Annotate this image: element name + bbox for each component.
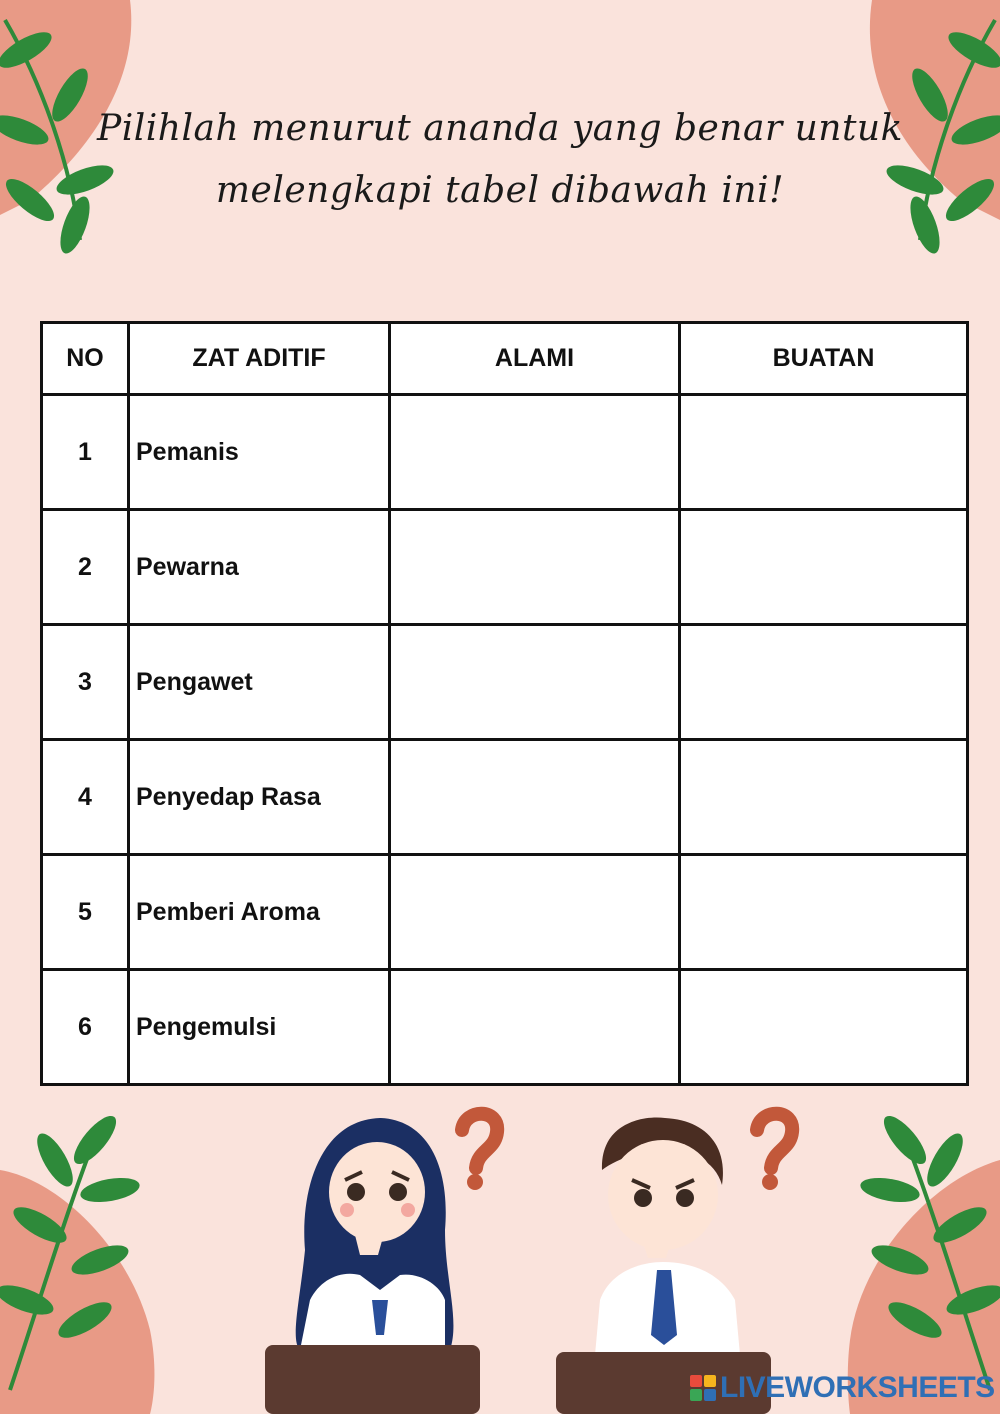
buatan-answer-cell[interactable] xyxy=(680,740,968,855)
brand-name: LIVEWORKSHEETS xyxy=(720,1371,995,1404)
table-row xyxy=(42,740,968,855)
desk-left xyxy=(265,1345,480,1414)
student-girl-icon xyxy=(296,1118,454,1350)
alami-answer-cell[interactable] xyxy=(390,855,680,970)
zat-aditif-cell: Pengawet xyxy=(129,625,390,740)
row-number: 1 xyxy=(42,395,129,510)
instruction-line-2: melengkapi tabel dibawah ini! xyxy=(215,170,785,211)
table-row xyxy=(42,970,968,1085)
buatan-answer-cell[interactable] xyxy=(680,395,968,510)
instruction-line-1: Pilihlah menurut ananda yang benar untuk xyxy=(97,108,903,149)
table-row xyxy=(42,855,968,970)
table-row xyxy=(42,625,968,740)
header-buatan: BUATAN xyxy=(680,323,968,395)
alami-answer-cell[interactable] xyxy=(390,625,680,740)
zat-aditif-cell: Pewarna xyxy=(129,510,390,625)
alami-answer-cell[interactable] xyxy=(390,395,680,510)
instruction-title xyxy=(60,98,940,222)
row-number: 6 xyxy=(42,970,129,1085)
liveworksheets-logo-icon xyxy=(690,1375,716,1401)
row-number: 5 xyxy=(42,855,129,970)
alami-answer-cell[interactable] xyxy=(390,510,680,625)
liveworksheets-branding xyxy=(690,1372,995,1404)
zat-aditif-cell: Pengemulsi xyxy=(129,970,390,1085)
buatan-answer-cell[interactable] xyxy=(680,970,968,1085)
alami-answer-cell[interactable] xyxy=(390,740,680,855)
header-no: NO xyxy=(42,323,129,395)
zat-aditif-cell: Pemanis xyxy=(129,395,390,510)
zat-aditif-table xyxy=(40,321,969,1086)
student-boy-icon xyxy=(595,1118,740,1355)
buatan-answer-cell[interactable] xyxy=(680,855,968,970)
row-number: 3 xyxy=(42,625,129,740)
table-row xyxy=(42,510,968,625)
row-number: 2 xyxy=(42,510,129,625)
zat-aditif-cell: Pemberi Aroma xyxy=(129,855,390,970)
header-alami: ALAMI xyxy=(390,323,680,395)
row-number: 4 xyxy=(42,740,129,855)
zat-aditif-cell: Penyedap Rasa xyxy=(129,740,390,855)
table-header-row xyxy=(42,323,968,395)
buatan-answer-cell[interactable] xyxy=(680,510,968,625)
alami-answer-cell[interactable] xyxy=(390,970,680,1085)
header-zat-aditif: ZAT ADITIF xyxy=(129,323,390,395)
table-row xyxy=(42,395,968,510)
buatan-answer-cell[interactable] xyxy=(680,625,968,740)
